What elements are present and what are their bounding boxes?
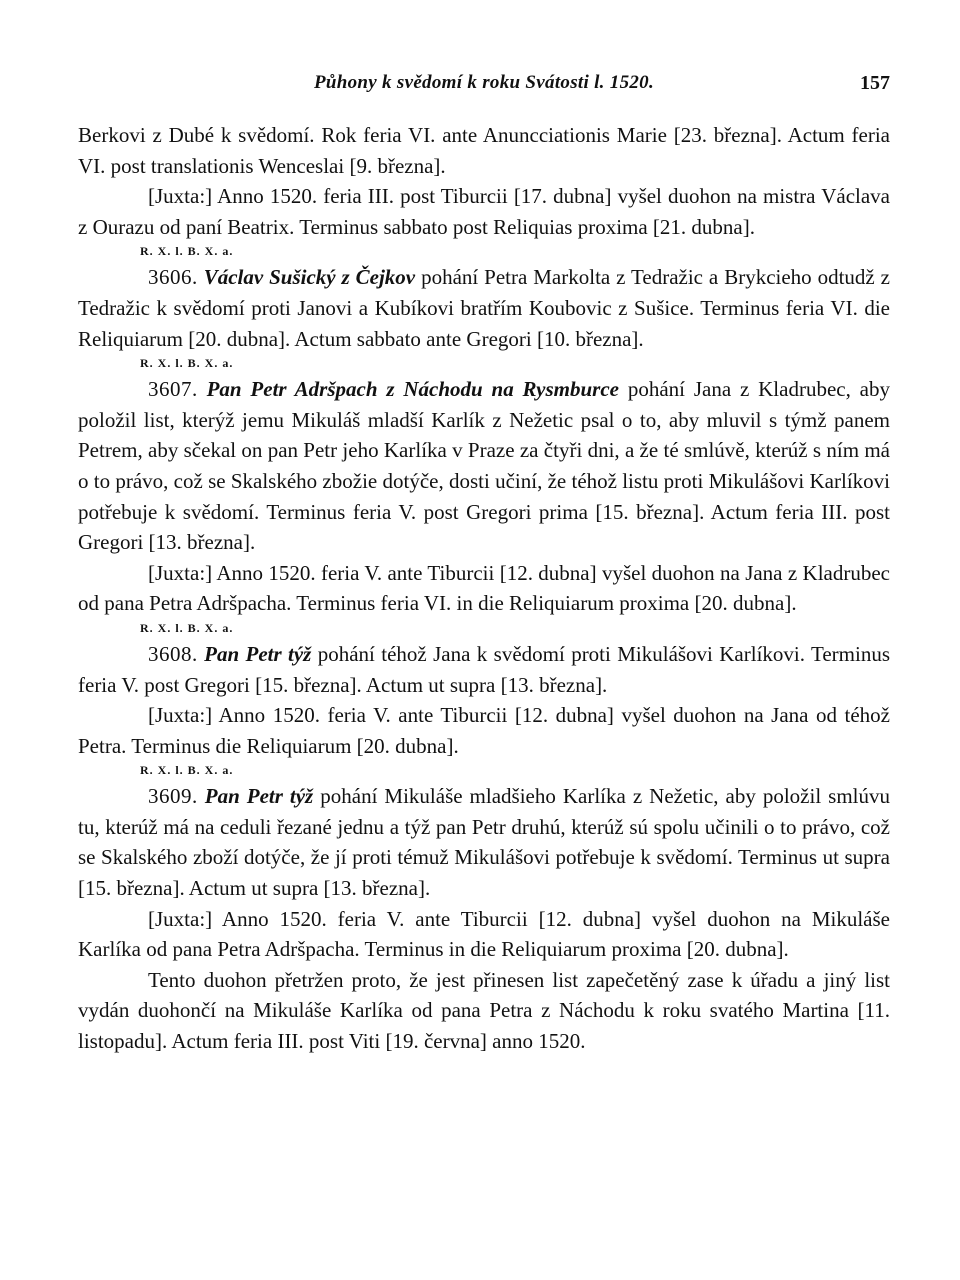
entry-person: Pan Petr týž <box>204 784 314 809</box>
entry-3607 <box>78 374 890 558</box>
juxta-paragraph: [Juxta:] Anno 1520. feria V. ante Tiburcii [12. dubna] vyšel duohon na Mikuláše Karlíka od pana Petra Adršpacha. Terminus in die Reliquiarum proxima [20. dubna]. <box>78 906 890 962</box>
page-number: 157 <box>860 72 890 94</box>
entry-text: pohání Petra Markolta z Tedražic a Brykcieho odtudž z Tedražic k svědomí proti Janovi a Kubíkovi bratřím Koubovic z Sušice. Terminus feria VI. die Reliquiarum [20. dubna]. Actum sabbato ante Gregori [10. března]. <box>78 265 891 351</box>
entry-number: 3606. <box>148 265 198 290</box>
entry-3609 <box>78 781 890 903</box>
entry-person: Pan Petr Adršpach z Náchodu na Rysmburce <box>206 377 619 402</box>
note-paragraph: Tento duohon přetržen proto, že jest přinesen list zapečetěný zase k úřadu a jiný list vydán duohončí na Mikuláše Karlíka od pana Petra z Náchodu k roku svatého Martina [11. listopadu]. Actum feria III. post Viti [19. června] anno 1520. <box>78 967 890 1054</box>
entry-3606 <box>78 262 890 354</box>
entry-number: 3607. <box>148 377 198 402</box>
page-header <box>78 72 890 102</box>
entry-text: pohání Jana z Kladrubec, aby položil list, kterýž jemu Mikuláš mladší Karlík z Nežetic psal o to, aby mluvil s týmž panem Petrem, aby sčekal on pan Petr jeho Karlíka v Praze za čtyři dni, a že té smlúvě, kterúž s ním má o to právo, což se Skalského zbožie dotýče, dosti učiní, že téhož listu proti Mikulášovi Karlíkovi potřebuje k svědomí. Terminus feria V. post Gregori prima [15. března]. Actum feria III. post Gregori [13. března]. <box>78 377 891 555</box>
paragraph: Berkovi z Dubé k svědomí. Rok feria VI. ante Anuncciationis Marie [23. března]. Actum feria VI. post translationis Wenceslai [9. března]. <box>78 123 890 178</box>
juxta-paragraph: [Juxta:] Anno 1520. feria III. post Tiburcii [17. dubna] vyšel duohon na mistra Václava z Ourazu od paní Beatrix. Terminus sabbato post Reliquias proxima [21. dubna]. <box>78 184 890 239</box>
entry-person: Václav Sušický z Čejkov <box>203 265 416 290</box>
running-title: Půhony k svědomí k roku Svátosti l. 1520. <box>313 72 655 93</box>
archive-signature: R. X. l. B. X. a. <box>140 763 234 778</box>
entry-text: pohání Mikuláše mladšieho Karlíka z Nežetic, aby položil smlúvu tu, kterúž má na ceduli řezané jednu a týž pan Petr druhú, kterúž sú spolu učinili o to právo, což se Skalského zboží dotýče, že jí proti témuž Mikulášovi potřebuje k svědomí. Terminus ut supra [15. března]. Actum ut supra [13. března]. <box>78 784 891 901</box>
juxta-paragraph: [Juxta:] Anno 1520. feria V. ante Tiburcii [12. dubna] vyšel duohon na Jana od téhož Petra. Terminus die Reliquiarum [20. dubna]. <box>78 703 890 758</box>
juxta-paragraph: [Juxta:] Anno 1520. feria V. ante Tiburcii [12. dubna] vyšel duohon na Jana z Kladrubec od pana Petra Adršpacha. Terminus feria VI. in die Reliquiarum proxima [20. dubna]. <box>78 560 890 616</box>
entry-text: pohání téhož Jana k svědomí proti Mikulášovi Karlíkovi. Terminus feria V. post Gregori [15. března]. Actum ut supra [13. března]. <box>78 641 891 697</box>
archive-signature: R. X. l. B. X. a. <box>140 620 234 635</box>
entry-number: 3608. <box>148 641 198 666</box>
archive-signature: R. X. l. B. X. a. <box>140 244 234 259</box>
entry-number: 3609. <box>148 784 198 809</box>
body-text <box>78 120 890 1057</box>
archive-signature: R. X. l. B. X. a. <box>140 356 234 371</box>
entry-3608 <box>78 639 890 700</box>
entry-person: Pan Petr týž <box>204 641 312 666</box>
